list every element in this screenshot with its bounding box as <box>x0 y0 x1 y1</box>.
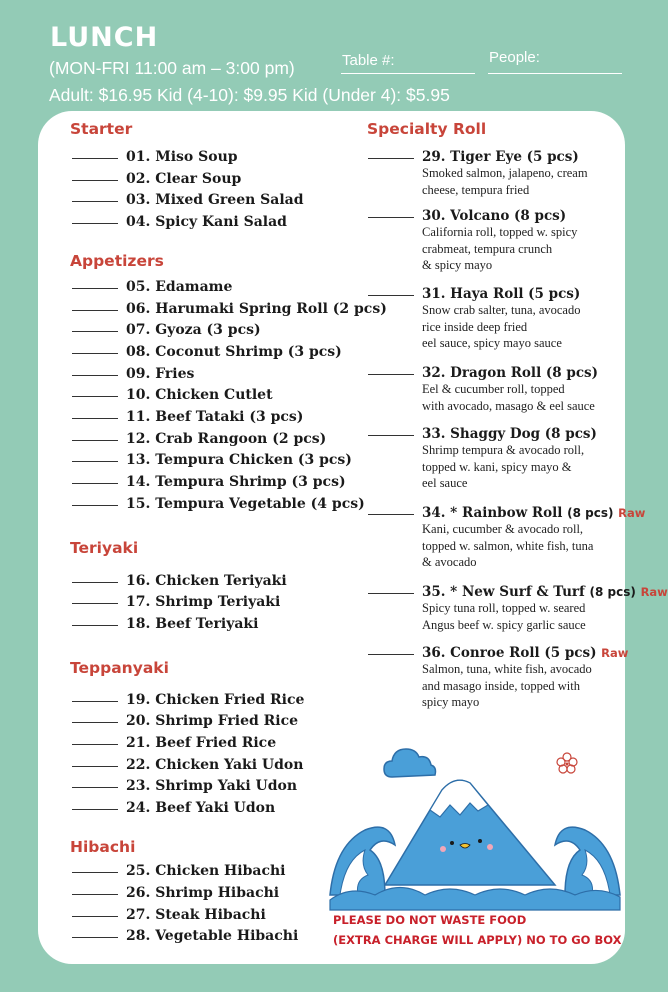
people-field-line[interactable] <box>488 73 622 74</box>
people-label: People: <box>489 49 540 66</box>
specialty-item[interactable]: 29. Tiger Eye (5 pcs) Smoked salmon, jalapeno, cream cheese, tempura fried <box>368 149 628 198</box>
menu-item[interactable]: 14. Tempura Shrimp (3 pcs) <box>72 474 346 490</box>
menu-item[interactable]: 24. Beef Yaki Udon <box>72 800 275 816</box>
menu-item[interactable]: 04. Spicy Kani Salad <box>72 214 287 230</box>
menu-item[interactable]: 06. Harumaki Spring Roll (2 pcs) <box>72 301 387 317</box>
cloud-icon <box>384 749 436 777</box>
menu-item[interactable]: 05. Edamame <box>72 279 232 295</box>
menu-title: LUNCH <box>50 22 159 53</box>
section-title-teppanyaki: Teppanyaki <box>70 659 169 677</box>
menu-item[interactable]: 22. Chicken Yaki Udon <box>72 757 303 773</box>
raw-badge: Raw <box>618 506 646 520</box>
menu-item[interactable]: 08. Coconut Shrimp (3 pcs) <box>72 344 342 360</box>
raw-badge: Raw <box>601 646 629 660</box>
menu-item[interactable]: 16. Chicken Teriyaki <box>72 573 287 589</box>
section-title-specialty: Specialty Roll <box>367 120 487 138</box>
menu-item[interactable]: 01. Miso Soup <box>72 149 238 165</box>
wave-right-icon <box>555 827 620 895</box>
specialty-item[interactable]: 31. Haya Roll (5 pcs) Snow crab salter, tuna, avocado rice inside deep fried eel sauce, spicy mayo sauce <box>368 286 628 352</box>
price-text: Adult: $16.95 Kid (4-10): $9.95 Kid (Under 4): $5.95 <box>49 85 450 105</box>
menu-item[interactable]: 17. Shrimp Teriyaki <box>72 594 280 610</box>
menu-item[interactable]: 11. Beef Tataki (3 pcs) <box>72 409 303 425</box>
table-field-line[interactable] <box>341 73 475 74</box>
section-title-starter: Starter <box>70 120 133 138</box>
menu-item[interactable]: 21. Beef Fried Rice <box>72 735 276 751</box>
specialty-item[interactable]: 34. * Rainbow Roll (8 pcs) Raw Kani, cucumber & avocado roll, topped w. salmon, white fish, tuna & avocado <box>368 505 628 571</box>
menu-item[interactable]: 15. Tempura Vegetable (4 pcs) <box>72 496 365 512</box>
mountain-icon <box>385 780 555 885</box>
menu-item[interactable]: 27. Steak Hibachi <box>72 907 266 923</box>
warning-line-1: PLEASE DO NOT WASTE FOOD <box>333 913 527 927</box>
section-title-appetizers: Appetizers <box>70 252 164 270</box>
menu-item[interactable]: 25. Chicken Hibachi <box>72 863 285 879</box>
section-title-teriyaki: Teriyaki <box>70 539 139 557</box>
specialty-item[interactable]: 33. Shaggy Dog (8 pcs) Shrimp tempura & avocado roll, topped w. kani, spicy mayo & eel sauce <box>368 426 628 492</box>
menu-item[interactable]: 03. Mixed Green Salad <box>72 192 304 208</box>
menu-item[interactable]: 02. Clear Soup <box>72 171 241 187</box>
menu-item[interactable]: 07. Gyoza (3 pcs) <box>72 322 261 338</box>
hours-text: (MON-FRI 11:00 am – 3:00 pm) <box>49 58 295 78</box>
menu-item[interactable]: 10. Chicken Cutlet <box>72 387 273 403</box>
specialty-item[interactable]: 36. Conroe Roll (5 pcs) Raw Salmon, tuna, white fish, avocado and masago inside, topped with spicy mayo <box>368 645 628 711</box>
raw-badge: Raw <box>640 585 668 599</box>
menu-item[interactable]: 18. Beef Teriyaki <box>72 616 258 632</box>
menu-item[interactable]: 26. Shrimp Hibachi <box>72 885 279 901</box>
flower-icon <box>557 753 577 773</box>
warning-line-2: (EXTRA CHARGE WILL APPLY) NO TO GO BOX <box>333 933 622 947</box>
menu-item[interactable]: 12. Crab Rangoon (2 pcs) <box>72 431 326 447</box>
menu-item[interactable]: 19. Chicken Fried Rice <box>72 692 304 708</box>
specialty-item[interactable]: 32. Dragon Roll (8 pcs) Eel & cucumber roll, topped with avocado, masago & eel sauce <box>368 365 628 414</box>
menu-item[interactable]: 09. Fries <box>72 366 194 382</box>
section-title-hibachi: Hibachi <box>70 838 136 856</box>
specialty-item[interactable]: 30. Volcano (8 pcs) California roll, topped w. spicy crabmeat, tempura crunch & spicy mayo <box>368 208 628 274</box>
menu-item[interactable]: 23. Shrimp Yaki Udon <box>72 778 297 794</box>
menu-item[interactable]: 28. Vegetable Hibachi <box>72 928 298 944</box>
wave-left-icon <box>330 827 395 895</box>
menu-item[interactable]: 13. Tempura Chicken (3 pcs) <box>72 452 352 468</box>
table-label: Table #: <box>342 52 395 69</box>
specialty-item[interactable]: 35. * New Surf & Turf (8 pcs) Raw Spicy tuna roll, topped w. seared Angus beef w. spicy garlic sauce <box>368 584 628 633</box>
mountain-wave-illustration <box>330 735 620 910</box>
menu-item[interactable]: 20. Shrimp Fried Rice <box>72 713 298 729</box>
